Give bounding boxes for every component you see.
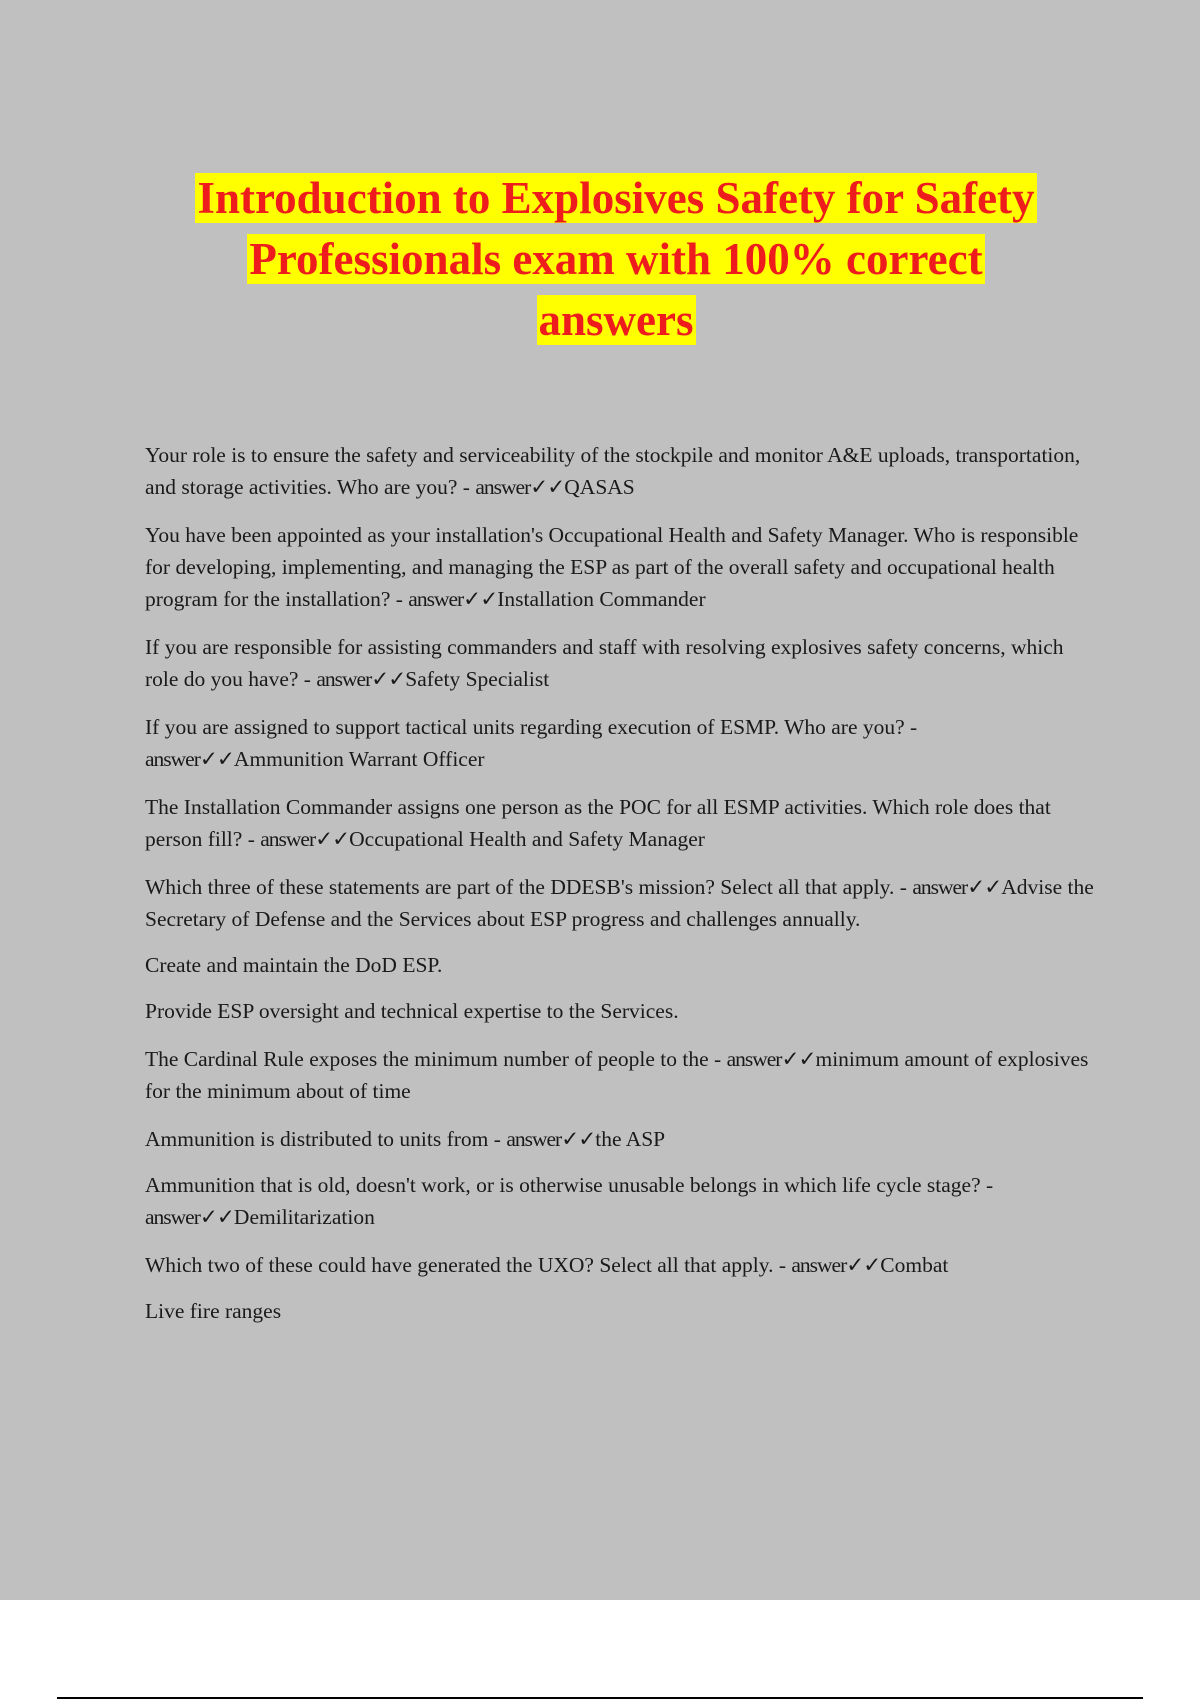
answer-text: the ASP	[595, 1127, 666, 1151]
question-text: Ammunition is distributed to units from -	[145, 1127, 507, 1151]
qa-entry-5	[145, 791, 1095, 855]
qa-entry-2	[145, 519, 1095, 615]
answer-marker: answer✓✓	[475, 475, 565, 499]
question-text: If you are assigned to support tactical units regarding execution of ESMP. Who are you? -	[145, 715, 918, 739]
qa-entry-8	[145, 1123, 1095, 1155]
question-text: Your role is to ensure the safety and serviceability of the stockpile and monitor A&E uploads, transportation, and storage activities. Who are you? -	[145, 443, 1081, 499]
plain-line-1: Create and maintain the DoD ESP.	[145, 953, 443, 977]
qa-entry-10	[145, 1249, 1095, 1281]
document-title	[120, 168, 1112, 351]
qa-entry-1	[145, 439, 1095, 503]
question-text: Ammunition that is old, doesn't work, or is otherwise unusable belongs in which life cycle stage? -	[145, 1173, 994, 1197]
answer-text: Demilitarization	[233, 1205, 375, 1229]
qa-entry-7	[145, 1043, 1095, 1107]
qa-entry-6	[145, 871, 1095, 935]
footer-divider	[57, 1697, 1143, 1699]
question-text: Which three of these statements are part of the DDESB's mission? Select all that apply. -	[145, 875, 913, 899]
answer-text: Installation Commander	[497, 587, 706, 611]
answer-text: Ammunition Warrant Officer	[233, 747, 485, 771]
answer-marker: answer✓✓	[408, 587, 498, 611]
answer-marker: answer✓✓	[260, 827, 350, 851]
question-text: The Cardinal Rule exposes the minimum number of people to the -	[145, 1047, 727, 1071]
answer-text: Combat	[880, 1253, 949, 1277]
qa-list	[145, 439, 1095, 1343]
question-text: If you are responsible for assisting commanders and staff with resolving explosives safety concerns, which role do you have? -	[145, 635, 1064, 691]
answer-marker: answer✓✓	[506, 1127, 596, 1151]
question-text: Which two of these could have generated the UXO? Select all that apply. -	[145, 1253, 792, 1277]
question-text: The Installation Commander assigns one person as the POC for all ESMP activities. Which role does that person fill? -	[145, 795, 1051, 851]
question-text: You have been appointed as your installation's Occupational Health and Safety Manager. Who is responsible for developing, implementing, and managing the ESP as part of the overall safety and occupational health program for the installation? -	[145, 523, 1079, 611]
answer-text: QASAS	[564, 475, 635, 499]
answer-marker: answer✓✓	[145, 747, 234, 771]
answer-marker: answer✓✓	[145, 1205, 234, 1229]
answer-text: minimum amount of explosives for the minimum about of time	[145, 1047, 1089, 1103]
plain-line-2: Provide ESP oversight and technical expertise to the Services.	[145, 999, 679, 1023]
qa-entry-4	[145, 711, 1095, 775]
answer-marker: answer✓✓	[316, 667, 406, 691]
answer-marker: answer✓✓	[726, 1047, 816, 1071]
title-line-1: Introduction to Explosives Safety for Safety	[197, 173, 1035, 223]
title-line-2: Professionals exam with 100% correct	[249, 234, 983, 284]
qa-entry-9	[145, 1169, 1095, 1233]
answer-text: Occupational Health and Safety Manager	[349, 827, 705, 851]
title-line-3: answers	[538, 295, 694, 345]
answer-text: Advise the Secretary of Defense and the Services about ESP progress and challenges annually.	[145, 875, 1094, 931]
answer-marker: answer✓✓	[912, 875, 1002, 899]
qa-entry-3	[145, 631, 1095, 695]
answer-marker: answer✓✓	[791, 1253, 881, 1277]
answer-text: Safety Specialist	[405, 667, 550, 691]
last-line: Live fire ranges	[145, 1299, 282, 1323]
